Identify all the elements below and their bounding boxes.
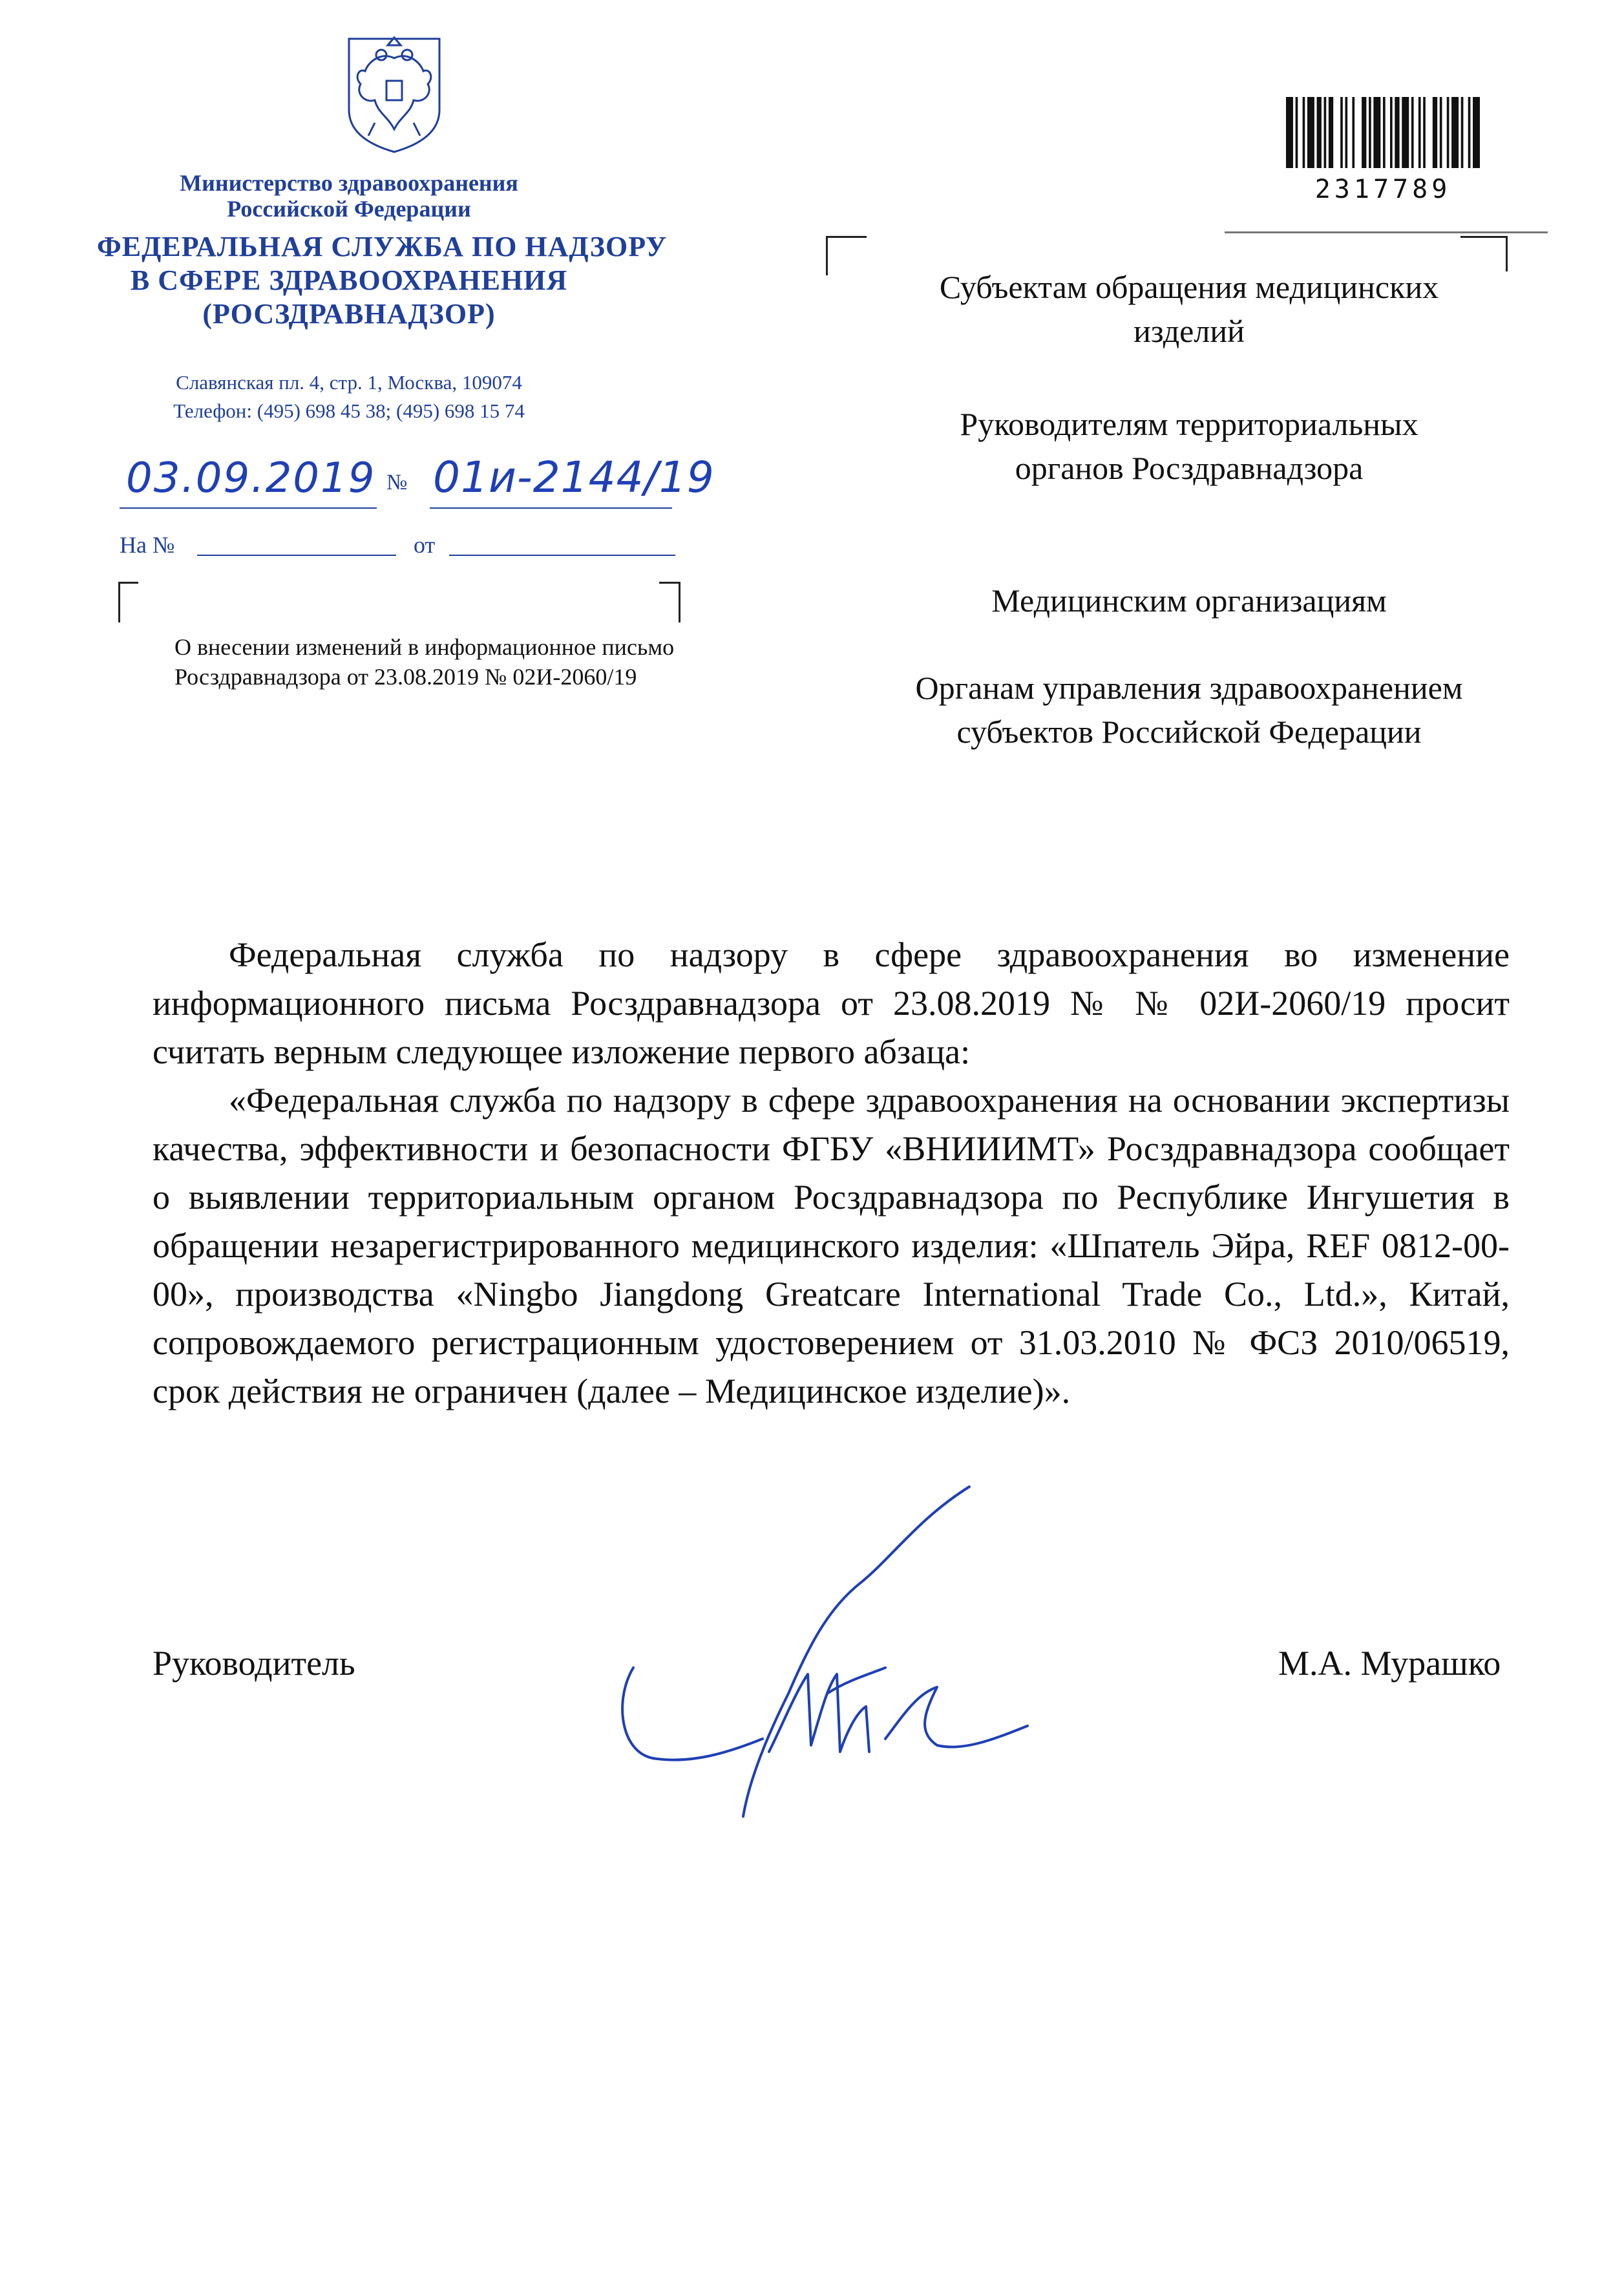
signatory-name: М.А. Мурашко — [1278, 1644, 1501, 1683]
addressee-2: Руководителям территориальных органов Росздравнадзора — [960, 406, 1418, 486]
coat-of-arms-emblem — [343, 32, 446, 155]
barcode-bar — [1352, 97, 1355, 168]
body-paragraph-2: «Федеральная служба по надзору в сфере здравоохранения на основании экспертизы качества, эффективности и безопасности ФГБУ «ВНИИИМТ» Росздравнадзора сообщает о выявлении территориальным органом Росздравнадзора по Республике Ингушетия в обращении незарегистрированного медицинского изделия: «Шпатель Эйра, REF 0812-00-00», производства «Ningbo Jiangdong Greatcare International Trade Co., Ltd.», Китай, сопровождаемого регистрационным удостоверением от 31.03.2010 № ФСЗ 2010/06519, срок действия не ограничен (далее – Медицинское изделие)». — [153, 1081, 1510, 1410]
reply-from-label: от — [414, 532, 436, 558]
letter-subject: О внесении изменений в информационное письмо Росздравнадзора от 23.08.2019 № 02И-2060/19 — [174, 634, 675, 690]
outgoing-number: 01и-2144/19 — [433, 452, 715, 502]
barcode-bar — [1324, 97, 1327, 168]
barcode-bar — [1307, 97, 1314, 168]
barcode-bar — [1390, 97, 1393, 168]
barcode-bar — [1461, 97, 1464, 168]
addressee-4: Органам управления здравоохранением субъектов Российской Федерации — [915, 670, 1463, 750]
barcode-bar — [1329, 97, 1333, 168]
addressee-1: Субъектам обращения медицинских изделий — [939, 269, 1439, 349]
barcode-bar — [1447, 97, 1450, 168]
barcode-bar — [1440, 97, 1442, 168]
barcode-bar — [1451, 97, 1459, 168]
barcode-bar — [1411, 97, 1414, 168]
barcode-bar — [1303, 97, 1305, 168]
outgoing-number-label: № — [386, 471, 408, 494]
reply-from-underline — [449, 555, 675, 556]
barcode-bar — [1345, 97, 1347, 168]
service-name-line1: ФЕДЕРАЛЬНАЯ СЛУЖБА ПО НАДЗОРУ — [97, 231, 668, 262]
service-name-line3: (РОСЗДРАВНАДЗОР) — [202, 298, 496, 330]
barcode-bar — [1383, 97, 1386, 168]
body-paragraph-1: Федеральная служба по надзору в сфере здравоохранения во изменение информационного письма Росздравнадзора от 23.08.2019 № № 02И-2060/19 просит считать верным следующее изложение первого абзаца: — [153, 935, 1510, 1071]
ministry-name-line1: Министерство здравоохранения — [180, 170, 518, 196]
barcode-bar — [1433, 97, 1437, 168]
barcode-bar — [1362, 97, 1366, 168]
reply-number-underline — [197, 555, 396, 556]
signatory-title: Руководитель — [153, 1644, 355, 1683]
addressee-corner-left — [826, 236, 867, 275]
subject-corner-left — [118, 582, 138, 622]
handwritten-signature — [614, 1480, 1079, 1842]
barcode-bar — [1468, 97, 1471, 168]
barcode-bar — [1418, 97, 1421, 168]
barcode-bar — [1340, 97, 1343, 168]
barcode-bar — [1373, 97, 1380, 168]
service-name-line2: В СФЕРЕ ЗДРАВООХРАНЕНИЯ — [130, 264, 568, 296]
barcode-bar — [1395, 97, 1399, 168]
barcode-bar — [1473, 97, 1480, 168]
barcode-number: 2317789 — [1314, 175, 1451, 204]
postal-address: Славянская пл. 4, стр. 1, Москва, 109074 — [176, 371, 522, 394]
phone-numbers: Телефон: (495) 698 45 38; (495) 698 15 74 — [173, 399, 525, 422]
letter-body — [153, 931, 1510, 1416]
number-underline — [430, 507, 672, 509]
barcode-bar — [1402, 97, 1409, 168]
ministry-name-line2: Российской Федерации — [227, 196, 471, 222]
barcode-bar — [1423, 97, 1426, 168]
barcode-bar — [1317, 97, 1322, 168]
subject-corner-right — [659, 582, 680, 622]
barcode-divider — [1225, 231, 1548, 233]
barcode-bar — [1286, 97, 1293, 168]
barcode-bar — [1369, 97, 1371, 168]
barcode — [1286, 97, 1480, 175]
addressee-3: Медицинским организациям — [991, 582, 1387, 619]
outgoing-date: 03.09.2019 — [126, 454, 376, 502]
reply-number-label: На № — [120, 532, 175, 558]
date-underline — [120, 507, 377, 509]
barcode-bar — [1296, 97, 1298, 168]
